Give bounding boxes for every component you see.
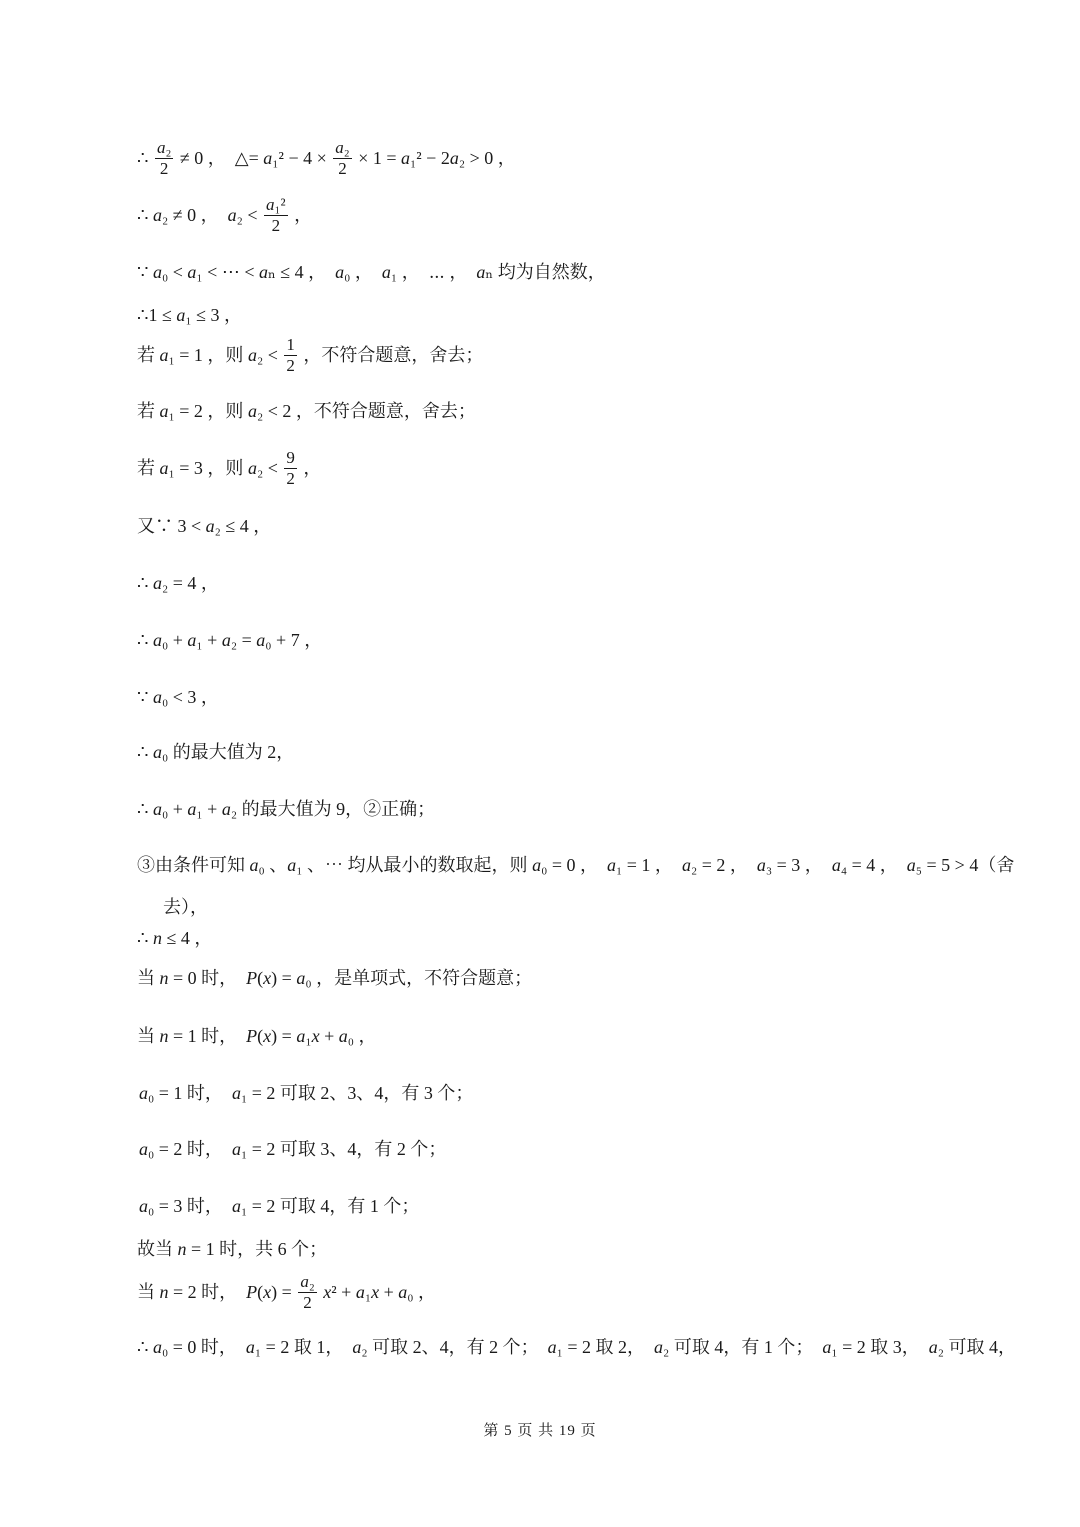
fraction — [284, 449, 297, 488]
math-text: 若 a₁ = 1 ，则 a₂ < — [137, 345, 283, 365]
solution-line — [137, 250, 606, 294]
solution-line — [137, 446, 321, 490]
fraction — [264, 196, 288, 235]
fraction-denominator: 2 — [159, 158, 169, 178]
solution-line — [137, 730, 294, 774]
math-text: ∴ a₀ 的最大值为 2， — [137, 742, 295, 762]
solution-line — [137, 787, 435, 831]
fraction-numerator: 9 — [286, 447, 295, 467]
math-text: 又∵ 3 < a₂ ≤ 4 ， — [137, 516, 272, 536]
fraction — [284, 336, 297, 375]
fraction — [333, 139, 351, 178]
math-text: ∴ a₂ ≠ 0 ， a₂ < — [137, 205, 263, 225]
fraction — [298, 1273, 316, 1312]
math-text: 当 n = 2 时， P(x) = — [137, 1282, 297, 1302]
solution-line — [137, 1325, 1016, 1369]
solution-line — [137, 675, 219, 719]
math-text: ≠ 0 ， △= a₁² − 4 × — [175, 148, 332, 168]
solution-line — [137, 389, 476, 433]
fraction-denominator: 2 — [338, 158, 347, 178]
solution-line — [139, 1184, 419, 1228]
math-text: 若 a₁ = 3 ，则 a₂ < — [137, 458, 283, 478]
solution-line — [139, 1071, 473, 1115]
solution-line — [137, 1014, 377, 1058]
math-text: ∴ a₀ + a₁ + a₂ = a₀ + 7 ， — [137, 630, 323, 650]
fraction-denominator: 2 — [271, 215, 281, 235]
math-text: ∵ a₀ < 3 ， — [137, 687, 219, 707]
solution-line — [137, 561, 219, 605]
solution-line — [137, 136, 516, 180]
math-text: 若 a₁ = 2 ，则 a₂ < 2 ，不符合题意，舍去； — [137, 401, 476, 421]
math-text: ， — [289, 205, 313, 225]
math-text: ∵ a₀ < a₁ < ⋯ < aₙ ≤ 4 ， a₀ ， a₁ ， ⋯ ， aₙ 均为自然数， — [137, 262, 606, 282]
math-text: ， — [298, 458, 322, 478]
fraction-numerator: a₁² — [266, 194, 286, 214]
solution-line — [137, 843, 1014, 887]
math-text: ∴ — [137, 148, 153, 168]
math-text: 当 n = 0 时， P(x) = a₀ ，是单项式，不符合题意； — [137, 968, 533, 988]
math-text: 当 n = 1 时， P(x) = a₁x + a₀ ， — [137, 1026, 377, 1046]
math-text: × 1 = a₁² − 2a₂ > 0 ， — [353, 148, 516, 168]
solution-line — [137, 956, 532, 1000]
math-text: 故当 n = 1 时，共 6 个； — [137, 1239, 328, 1259]
fraction-denominator: 2 — [286, 355, 295, 375]
solution-line — [137, 618, 322, 662]
math-text: ，不符合题意，舍去； — [298, 345, 484, 365]
fraction-numerator: 1 — [286, 334, 295, 354]
fraction-denominator: 2 — [286, 468, 295, 488]
math-text: ∴ n ≤ 4 ， — [137, 928, 213, 948]
solution-line — [137, 504, 271, 548]
math-text: ③由条件可知 a₀ 、a₁ 、⋯ 均从最小的数取起，则 a₀ = 0 ， a₁ = 1 ， a₂ = 2 ， a₃ = 3 ， a₄ = 4 ， a₅ = 5 > 4（舍 — [137, 855, 1015, 875]
math-text: a₀ = 3 时， a₁ = 2 可取 4，有 1 个； — [139, 1196, 420, 1216]
math-text: ∴1 ≤ a₁ ≤ 3 ， — [137, 305, 242, 325]
math-text: a₀ = 1 时， a₁ = 2 可取 2、3、4，有 3 个； — [139, 1083, 474, 1103]
solution-line — [137, 293, 242, 337]
solution-line — [139, 1127, 446, 1171]
math-text: ∴ a₀ + a₁ + a₂ 的最大值为 9，②正确； — [137, 799, 436, 819]
fraction-denominator: 2 — [303, 1292, 312, 1312]
solution-line — [137, 333, 483, 377]
solution-line — [137, 916, 212, 960]
solution-line — [137, 1270, 436, 1314]
solution-line — [137, 1227, 327, 1271]
solution-line — [137, 193, 312, 237]
math-text: a₀ = 2 时， a₁ = 2 可取 3、4，有 2 个； — [139, 1139, 447, 1159]
page-number: 第 5 页 共 19 页 — [483, 1423, 597, 1439]
math-text: ∴ a₀ = 0 时， a₁ = 2 取 1， a₂ 可取 2、4，有 2 个； a₁ = 2 取 2， a₂ 可取 4，有 1 个； a₁ = 2 取 3， a₂ 可取 4， — [137, 1337, 1017, 1357]
math-text: x² + a₁x + a₀ ， — [323, 1282, 437, 1302]
math-text: 去）， — [163, 897, 208, 917]
fraction — [155, 139, 173, 178]
fraction-numerator: a₂ — [156, 137, 172, 157]
math-text: ∴ a₂ = 4 ， — [137, 573, 219, 593]
fraction-numerator: a₂ — [300, 1271, 315, 1291]
fraction-numerator: a₂ — [335, 137, 350, 157]
